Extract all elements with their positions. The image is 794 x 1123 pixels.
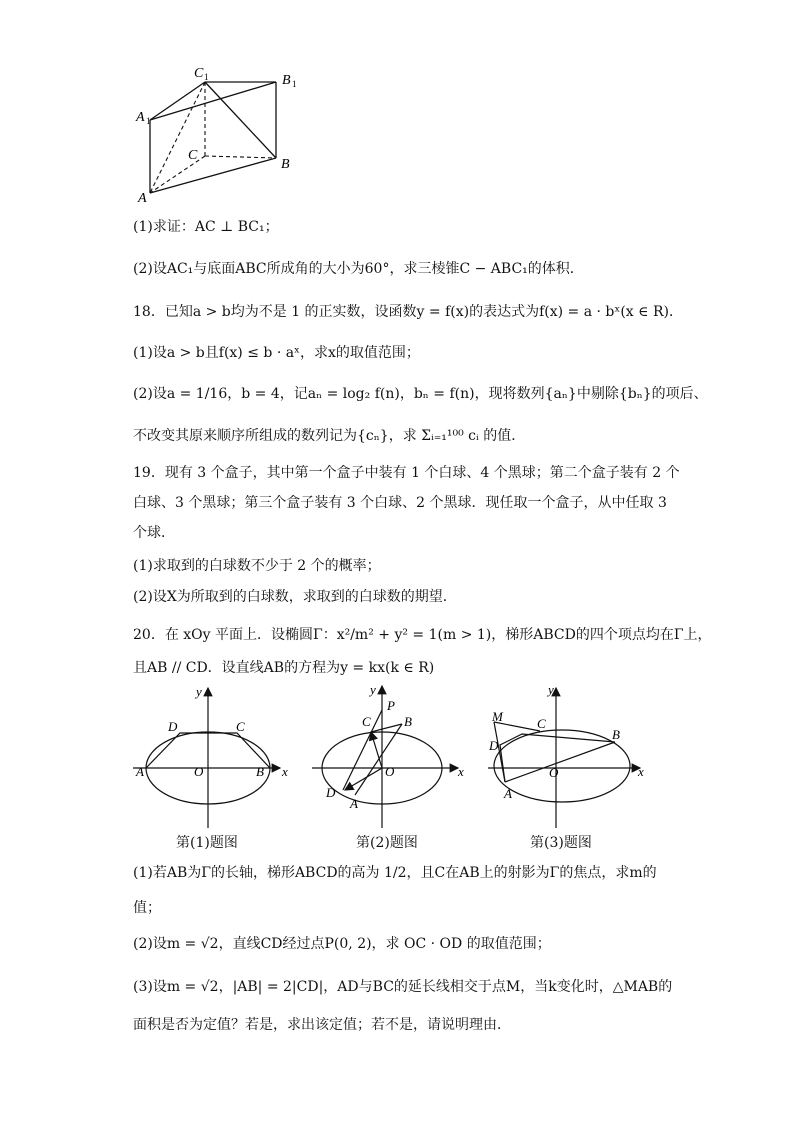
q19-part1: (1)求取到的白球数不少于 2 个的概率； <box>133 558 381 574</box>
q20-part2: (2)设m = √2，直线CD经过点P(0, 2)，求 OC · OD 的取值范围； <box>133 936 551 952</box>
svg-text:P: P <box>387 698 395 713</box>
svg-text:B: B <box>612 727 620 742</box>
q18-part2-line2: 不改变其原来顺序所组成的数列记为{cₙ}，求 Σᵢ₌₁¹⁰⁰ cᵢ 的值． <box>133 428 526 444</box>
svg-text:C: C <box>362 714 371 729</box>
svg-text:D: D <box>326 785 336 800</box>
svg-text:y: y <box>196 684 202 699</box>
label-c: C <box>188 148 198 163</box>
svg-text:A: A <box>136 764 144 779</box>
svg-text:C: C <box>236 719 245 734</box>
svg-text:1: 1 <box>292 79 297 89</box>
q18-part1: (1)设a > b且f(x) ≤ b · aˣ，求x的取值范围； <box>133 345 420 361</box>
label-a1: A <box>136 110 145 125</box>
q17-part1: (1)求证：AC ⊥ BC₁； <box>133 219 279 235</box>
caption-fig3: 第(3)题图 <box>530 835 592 851</box>
q20-part3-line1: (3)设m = √2，|AB| = 2|CD|，AD与BC的延长线相交于点M，当k变化时，△MAB的 <box>133 979 673 995</box>
q19-line2: 白球、3 个黑球；第三个盒子装有 3 个白球、2 个黑球．现任取一个盒子，从中任取 3 <box>133 495 667 511</box>
svg-text:y: y <box>548 682 554 697</box>
q18-part2-line1: (2)设a = 1/16，b = 4，记aₙ = log₂ f(n)，bₙ = f(n)，现将数列{aₙ}中剔除{bₙ}的项后、 <box>133 386 708 402</box>
label-c1: C <box>194 66 204 81</box>
q19-part2: (2)设X为所取到的白球数，求取到的白球数的期望． <box>133 589 457 605</box>
svg-text:A: A <box>350 796 358 811</box>
svg-text:O: O <box>549 765 559 780</box>
svg-text:O: O <box>194 764 204 779</box>
svg-text:y: y <box>370 682 376 697</box>
svg-text:x: x <box>638 764 644 779</box>
q19-line3: 个球． <box>133 525 175 541</box>
q20-part1-line1: (1)若AB为Γ的长轴，梯形ABCD的高为 1/2，且C在AB上的射影为Γ的焦点，求m的 <box>133 865 657 881</box>
svg-text:x: x <box>458 764 464 779</box>
svg-text:D: D <box>168 719 178 734</box>
svg-text:A: A <box>504 786 512 801</box>
svg-text:B: B <box>404 714 412 729</box>
q20-line2: 且AB // CD．设直线AB的方程为y = kx(k ∈ R) <box>133 660 435 676</box>
caption-fig1: 第(1)题图 <box>176 835 238 851</box>
caption-fig2: 第(2)题图 <box>356 835 418 851</box>
prism-figure <box>125 58 305 203</box>
svg-text:x: x <box>282 764 288 779</box>
q19-line1: 19．现有 3 个盒子，其中第一个盒子中装有 1 个白球、4 个黑球；第二个盒子装有 2 个 <box>133 465 680 481</box>
q20-part1-line2: 值； <box>133 900 161 916</box>
svg-text:B: B <box>256 764 264 779</box>
svg-text:O: O <box>385 764 395 779</box>
svg-text:C: C <box>537 716 546 731</box>
label-b: B <box>281 157 290 172</box>
label-b1: B <box>282 73 291 88</box>
svg-text:D: D <box>489 738 499 753</box>
q17-part2: (2)设AC₁与底面ABC所成角的大小为60°，求三棱锥C − ABC₁的体积． <box>133 261 584 277</box>
q18-stem: 18．已知a > b均为不是 1 的正实数，设函数y = f(x)的表达式为f(x) = a · bˣ(x ∈ R)． <box>133 304 683 320</box>
svg-text:M: M <box>492 709 503 724</box>
q20-part3-line2: 面积是否为定值？若是，求出该定值；若不是，请说明理由． <box>133 1017 511 1033</box>
ellipse-figures <box>125 680 660 830</box>
q20-line1: 20．在 xOy 平面上．设椭圆Γ：x²/m² + y² = 1(m > 1)，梯形ABCD的四个项点均在Γ上， <box>133 627 712 643</box>
svg-text:1: 1 <box>204 72 209 82</box>
label-a: A <box>138 191 147 203</box>
svg-text:1: 1 <box>146 116 151 126</box>
